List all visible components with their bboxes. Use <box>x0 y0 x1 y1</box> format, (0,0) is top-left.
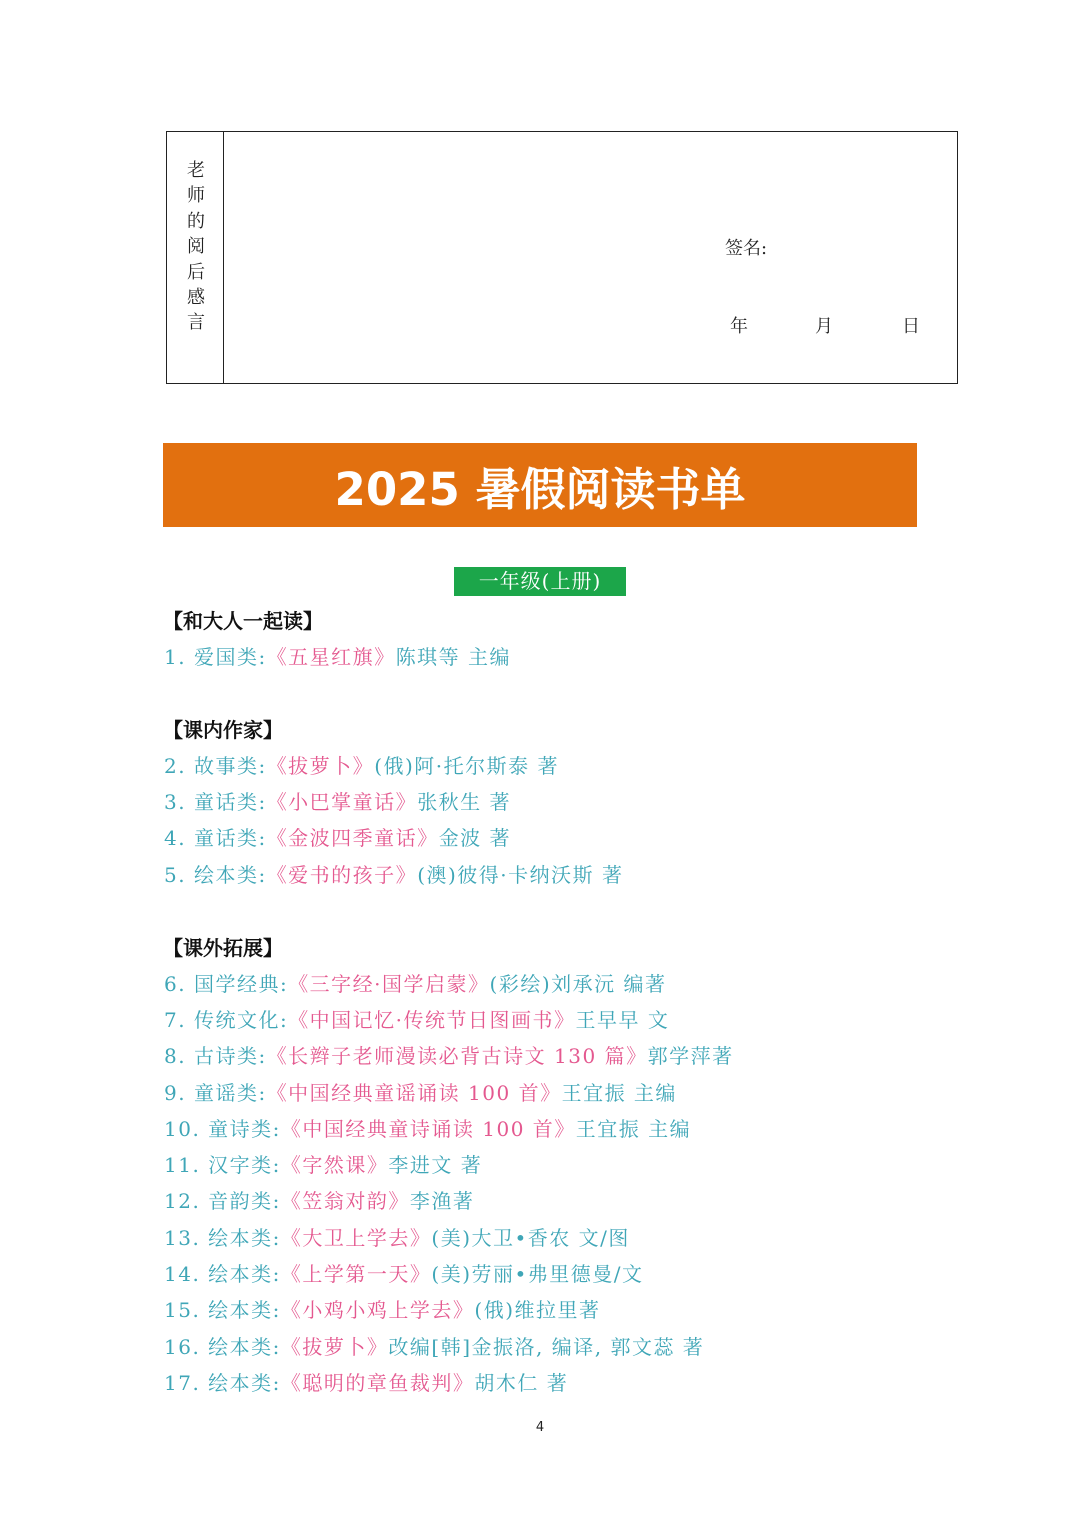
section-title: 【和大人一起读】 <box>163 609 323 633</box>
item-rest: 改编[韩]金振洛, 编译, 郭文蕊 著 <box>388 1335 705 1359</box>
feedback-label: 老师的阅后感言 <box>187 160 205 334</box>
list-item <box>164 1222 630 1251</box>
item-prefix: 14. 绘本类: <box>164 1262 281 1286</box>
page-number: 4 <box>535 1420 545 1435</box>
section-title: 【课内作家】 <box>163 718 283 742</box>
feedback-label-cell <box>167 132 224 383</box>
list-item <box>164 859 624 888</box>
item-title: 《拔萝卜》 <box>266 754 375 778</box>
item-prefix: 3. 童话类: <box>164 790 267 814</box>
banner-title: 2025 暑假阅读书单 <box>163 443 917 527</box>
item-rest: (美)劳丽•弗里德曼/文 <box>431 1262 644 1286</box>
list-item <box>164 750 559 779</box>
item-title: 《大卫上学去》 <box>280 1226 432 1250</box>
item-prefix: 1. 爱国类: <box>164 645 267 669</box>
item-prefix: 5. 绘本类: <box>164 863 267 887</box>
item-prefix: 11. 汉字类: <box>164 1153 281 1177</box>
grade-label: 一年级(上册) <box>454 567 626 596</box>
list-item <box>164 1294 601 1323</box>
item-title: 《笠翁对韵》 <box>280 1189 410 1213</box>
item-rest: 陈琪等 主编 <box>395 645 512 669</box>
date-year: 年 <box>730 316 748 337</box>
item-title: 《长辫子老师漫读必背古诗文 130 篇》 <box>266 1044 648 1068</box>
item-title: 《中国经典童谣诵读 100 首》 <box>266 1081 562 1105</box>
item-title: 《中国经典童诗诵读 100 首》 <box>280 1117 576 1141</box>
list-item <box>164 1331 704 1360</box>
list-item <box>164 1004 669 1033</box>
list-item <box>164 1040 734 1069</box>
date-month: 月 <box>815 316 833 337</box>
item-rest: 郭学萍著 <box>647 1044 734 1068</box>
list-item <box>164 1258 644 1287</box>
item-title: 《小鸡小鸡上学去》 <box>280 1298 475 1322</box>
item-title: 《爱书的孩子》 <box>266 863 418 887</box>
list-item <box>164 1113 691 1142</box>
list-item <box>164 641 511 670</box>
item-rest: 李渔著 <box>409 1189 475 1213</box>
item-title: 《五星红旗》 <box>266 645 396 669</box>
list-item <box>164 1077 677 1106</box>
item-rest: (彩绘)刘承沅 编著 <box>489 972 667 996</box>
item-title: 《上学第一天》 <box>280 1262 432 1286</box>
item-title: 《小巴掌童话》 <box>266 790 418 814</box>
item-prefix: 12. 音韵类: <box>164 1189 281 1213</box>
item-title: 《字然课》 <box>280 1153 389 1177</box>
item-prefix: 8. 古诗类: <box>164 1044 267 1068</box>
item-rest: 张秋生 著 <box>417 790 512 814</box>
signature-label: 签名: <box>725 238 768 259</box>
item-rest: 王早早 文 <box>575 1008 670 1032</box>
item-rest: 王宜振 主编 <box>575 1117 692 1141</box>
item-rest: 金波 著 <box>438 826 512 850</box>
item-prefix: 4. 童话类: <box>164 826 267 850</box>
item-title: 《中国记忆·传统节日图画书》 <box>288 1008 576 1032</box>
item-prefix: 6. 国学经典: <box>164 972 289 996</box>
item-prefix: 17. 绘本类: <box>164 1371 281 1395</box>
item-rest: (俄)维拉里著 <box>474 1298 601 1322</box>
section-title: 【课外拓展】 <box>163 936 283 960</box>
item-rest: (澳)彼得·卡纳沃斯 著 <box>417 863 624 887</box>
date-day: 日 <box>902 316 920 337</box>
item-rest: 胡木仁 著 <box>474 1371 569 1395</box>
item-prefix: 16. 绘本类: <box>164 1335 281 1359</box>
item-prefix: 13. 绘本类: <box>164 1226 281 1250</box>
item-rest: (俄)阿·托尔斯泰 著 <box>374 754 560 778</box>
item-rest: 王宜振 主编 <box>561 1081 677 1105</box>
teacher-feedback-box <box>166 131 958 384</box>
list-item <box>164 1185 474 1214</box>
item-prefix: 2. 故事类: <box>164 754 267 778</box>
item-title: 《拔萝卜》 <box>280 1335 389 1359</box>
list-item <box>164 822 511 851</box>
item-prefix: 10. 童诗类: <box>164 1117 281 1141</box>
item-prefix: 7. 传统文化: <box>164 1008 289 1032</box>
list-item <box>164 1149 482 1178</box>
list-item <box>164 1367 568 1396</box>
item-rest: 李进文 著 <box>388 1153 483 1177</box>
list-item <box>164 786 511 815</box>
item-title: 《金波四季童话》 <box>266 826 439 850</box>
item-title: 《三字经·国学启蒙》 <box>288 972 490 996</box>
item-prefix: 15. 绘本类: <box>164 1298 281 1322</box>
list-item <box>164 968 667 997</box>
item-rest: (美)大卫•香农 文/图 <box>431 1226 630 1250</box>
item-title: 《聪明的章鱼裁判》 <box>280 1371 475 1395</box>
item-prefix: 9. 童谣类: <box>164 1081 267 1105</box>
